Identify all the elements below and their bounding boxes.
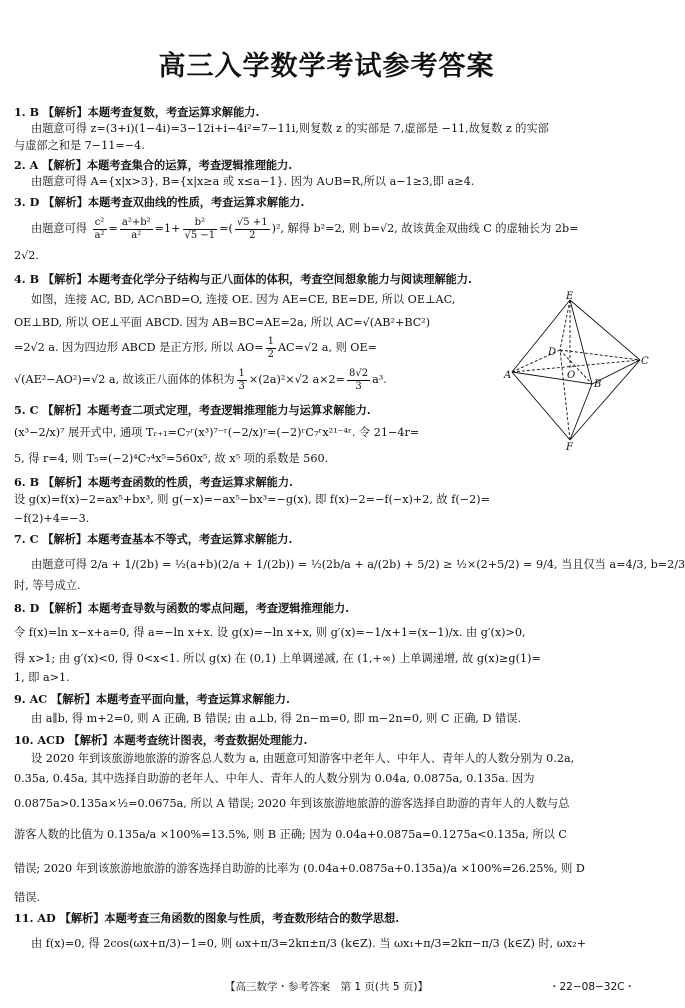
q3-fraction-1: $\frac{\text{c²}}{\text{a²}}$ [94, 216, 105, 241]
q11-header: 11. AD 【解析】本题考查三角函数的图象与性质，考查数形结合的数学思想. [14, 911, 400, 925]
label-B: B [594, 379, 602, 390]
label-D: D [548, 347, 557, 358]
footer-code: ・22−08−32C・ [548, 981, 635, 993]
q4-line-1: 如图，连接 AC, BD, AC∩BD=O, 连接 OE. 因为 AE=CE, BE=DE, 所以 OE⊥AC, [31, 293, 456, 306]
q10-line-1: 设 2020 年到该旅游地旅游的游客总人数为 a, 由题意可知游客中老年人、中年人、青年人的人数分别为 0.2a, [31, 752, 575, 765]
q4-line-3: =2√2 a. 因为四边形 ABCD 是正方形, 所以 AO= $\frac{1}{2}$ AC=√2 a, 则 OE= [14, 335, 378, 360]
q6-line-2: −f(2)+4=−3. [14, 512, 90, 525]
q10-line-6: 错误. [14, 891, 40, 904]
q3-text-a: 由题意可得 [31, 222, 87, 235]
q3-line-2: 2√2. [14, 249, 39, 262]
q10-line-5: 错误; 2020 年到该旅游地旅游的游客选择自助游的比率为 (0.04a+0.0875a+0.135a)/a ×100%=26.25%, 则 D [14, 862, 585, 875]
q9-line-1: 由 a∥b, 得 m+2=0, 则 A 正确, B 错误; 由 a⊥b, 得 2n−m=0, 即 m−2n=0, 则 C 正确, D 错误. [31, 712, 521, 725]
q3-fraction-3: $\frac{\text{b²}}{√5 -1}$ [184, 216, 216, 241]
q4-header: 4. B 【解析】本题考查化学分子结构与正八面体的体积，考查空间想象能力与阅读理解能力. [14, 272, 472, 286]
q2-line-1: 由题意可得 A={x|x>3}, B={x|x≥a 或 x≤a−1}. 因为 A∪B=R,所以 a−1≥3,即 a≥4. [31, 175, 475, 188]
q1-line-1: 由题意可得 z=(3+i)(1−4i)=3−12i+i−4i²=7−11i,则复数 z 的实部是 7,虚部是 −11,故复数 z 的实部 [31, 122, 549, 135]
q3-fraction-4: $\frac{√5 +1}{2}$ [236, 216, 268, 241]
q4-fraction-3: $\frac{8√2}{3}$ [349, 367, 369, 392]
octahedron-figure [504, 291, 649, 453]
q4-fraction-1: $\frac{1}{2}$ [267, 335, 274, 360]
page-title: 高三入学数学考试参考答案 [158, 51, 495, 82]
label-A: A [504, 370, 512, 381]
q8-header: 8. D 【解析】本题考查导数与函数的零点问题，考查逻辑推理能力. [14, 601, 350, 615]
q5-header: 5. C 【解析】本题考查二项式定理，考查逻辑推理能力与运算求解能力. [14, 403, 371, 417]
q4-line-2: OE⊥BD, 所以 OE⊥平面 ABCD. 因为 AB=BC=AE=2a, 所以 AC=√(AB²+BC²) [14, 316, 431, 329]
q8-line-2: 得 x>1; 由 g′(x)<0, 得 0<x<1. 所以 g(x) 在 (0,1) 上单调递减, 在 (1,+∞) 上单调递增, 故 g(x)≥g(1)= [14, 652, 541, 665]
q10-line-2: 0.35a, 0.45a, 其中选择自助游的老年人、中年人、青年人的人数分别为 0.04a, 0.0875a, 0.135a. 因为 [14, 772, 535, 785]
q8-line-3: 1, 即 a>1. [14, 671, 70, 684]
label-E: E [566, 291, 574, 302]
q10-line-4: 游客人数的比值为 0.135a/a ×100%=13.5%, 则 B 正确; 因为 0.04a+0.0875a=0.1275a<0.135a, 所以 C [14, 828, 567, 841]
q4-line-4: √(AE²−AO²)=√2 a, 故该正八面体的体积为 $\frac{1}{3}$ ×(2a)²×√2 a×2= $\frac{8√2}{3}$ a³. [14, 367, 387, 392]
q7-line-1: 由题意可得 2/a + 1/(2b) = ½(a+b)(2/a + 1/(2b)) = ½(2b/a + a/(2b) + 5/2) ≥ ½×(2+5/2) = 9/4, 当且仅当 a=4/3, b=2/3 [31, 558, 685, 571]
q1-line-2: 与虚部之和是 7−11=−4. [14, 139, 145, 152]
q7-line-2: 时, 等号成立. [14, 579, 81, 592]
q9-header: 9. AC 【解析】本题考查平面向量，考查运算求解能力. [14, 692, 290, 706]
q5-line-1: (x³−2/x)⁷ 展开式中, 通项 Tᵣ₊₁=C₇ʳ(x³)⁷⁻ʳ(−2/x)ʳ=(−2)ʳC₇ʳx²¹⁻⁴ʳ. 令 21−4r= [14, 426, 420, 439]
q8-line-1: 令 f(x)=ln x−x+a=0, 得 a=−ln x+x. 设 g(x)=−ln x+x, 则 g′(x)=−1/x+1=(x−1)/x. 由 g′(x)>0, [14, 626, 526, 639]
label-O: O [567, 370, 576, 381]
q3-text-c: =( [219, 222, 233, 235]
q3-text-d: )², 解得 b²=2, 则 b=√2, 故该黄金双曲线 C 的虚轴长为 2b= [271, 222, 579, 235]
q2-header: 2. A 【解析】本题考查集合的运算，考查逻辑推理能力. [14, 158, 293, 172]
footer-page-info: 【高三数学・参考答案 第 1 页(共 5 页)】 [225, 981, 428, 993]
q3-header: 3. D 【解析】本题考查双曲线的性质，考查运算求解能力. [14, 195, 305, 209]
q3-fraction-2: $\frac{\text{a²+b²}}{\text{a²}}$ [121, 216, 151, 241]
q7-header: 7. C 【解析】本题考查基本不等式，考查运算求解能力. [14, 532, 293, 546]
q5-line-2: 5, 得 r=4, 则 T₅=(−2)⁴C₇⁴x⁵=560x⁵, 故 x⁵ 项的系数是 560. [14, 452, 329, 465]
q3-text-b: =1+ [154, 222, 181, 235]
q10-header: 10. ACD 【解析】本题考查统计图表，考查数据处理能力. [14, 733, 308, 747]
q6-line-1: 设 g(x)=f(x)−2=ax⁵+bx³, 则 g(−x)=−ax⁵−bx³=−g(x), 即 f(x)−2=−f(−x)+2, 故 f(−2)= [14, 493, 490, 506]
q3-line-1: 由题意可得 $\frac{\text{c²}}{\text{a²}}$ = $\frac{\text{a²+b²}}{\text{a²}}$ =1+ $\frac{\text{b²}}{√5 -1}$ =( $\frac{√5 +1}{2}$ )², 解得 b²=2, 则 b=√2, 故该黄金双曲线 C 的虚轴长为 2b= [31, 216, 579, 241]
q11-line-1: 由 f(x)=0, 得 2cos(ωx+π/3)−1=0, 则 ωx+π/3=2kπ±π/3 (k∈Z). 当 ωx₁+π/3=2kπ−π/3 (k∈Z) 时, ωx₂+ [31, 937, 587, 950]
q4-fraction-2: $\frac{1}{3}$ [238, 367, 245, 392]
q10-line-3: 0.0875a>0.135a×½=0.0675a, 所以 A 错误; 2020 年到该旅游地旅游的游客选择自助游的青年人的人数与总 [14, 797, 570, 810]
q1-header: 1. B 【解析】本题考查复数，考查运算求解能力. [14, 105, 260, 119]
page-footer [0, 979, 653, 994]
q6-header: 6. B 【解析】本题考查函数的性质，考查运算求解能力. [14, 475, 293, 489]
label-C: C [641, 356, 649, 367]
label-F: F [566, 442, 573, 453]
